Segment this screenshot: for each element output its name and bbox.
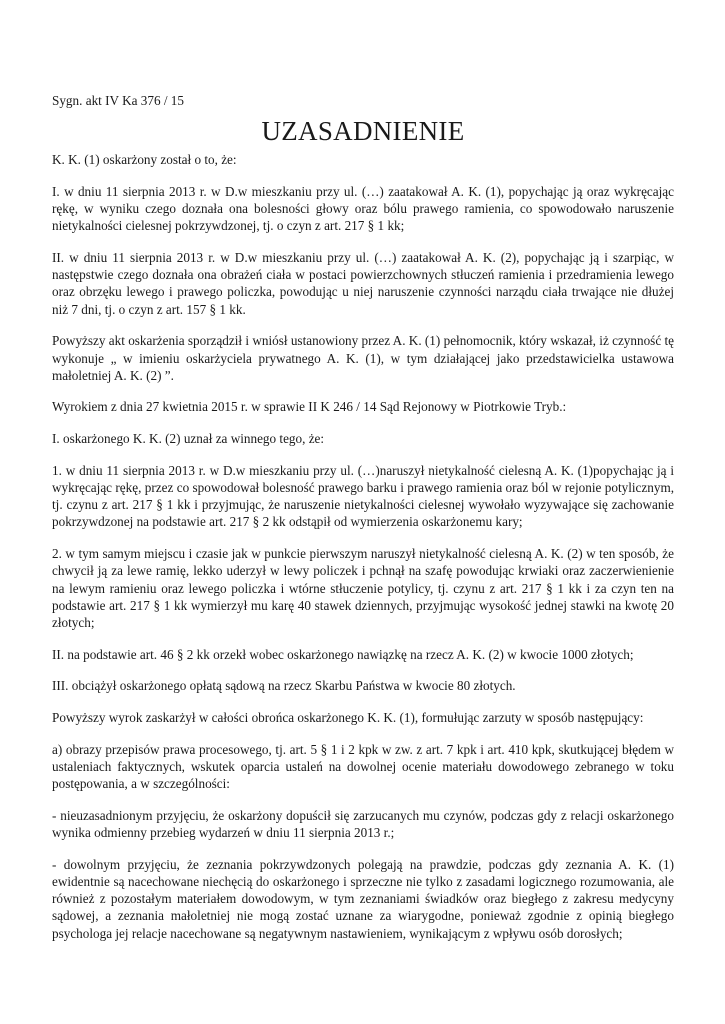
paragraph-charge-2: II. w dniu 11 sierpnia 2013 r. w D.w mieszkaniu przy ul. (…) zaatakował A. K. (2), popychając ją i szarpiąc, w następstwie czego doznała ona obrażeń ciała w postaci powierzchownych stłuczeń ramienia i przedramienia lewego oraz obrzęku lewego i prawego policzka, powodując u niej naruszenie czynności narządu ciała trwające nie dłużej niż 7 dni, tj. o czyn z art. 157 § 1 kk. bbox=[52, 250, 674, 317]
paragraph-charge-intro: K. K. (1) oskarżony został o to, że: bbox=[52, 152, 237, 168]
paragraph-verdict-1-point-2: 2. w tym samym miejscu i czasie jak w punkcie pierwszym naruszył nietykalność cielesną A. K. (2) w ten sposób, że chwycił ją za lewe ramię, lekko uderzył w lewy policzek i pchnął na szafę powodując krwiaki oraz zaczerwienienie na lewym ramieniu oraz lewego policzka i wtórne stłuczenie potylicy, tj. czynu z art. 217 § 1 kk i za czyn ten na podstawie art. 217 § 1 kk wymierzył mu karę 40 stawek dziennych, przyjmując wysokość jednej stawki na kwotę 20 złotych; bbox=[52, 546, 674, 630]
paragraph-charge-1: I. w dniu 11 sierpnia 2013 r. w D.w mieszkaniu przy ul. (…) zaatakował A. K. (1), popychając ją oraz wykręcając rękę, w wyniku czego doznała ona bolesności głowy oraz bólu prawego ramienia, co spowodowało naruszenie nietykalności cielesnej pokrzywdzonej, tj. o czyn z art. 217 § 1 kk; bbox=[52, 183, 674, 234]
document-body bbox=[52, 92, 674, 956]
paragraph-appeal-a: a) obrazy przepisów prawa procesowego, tj. art. 5 § 1 i 2 kpk w zw. z art. 7 kpk i art. 410 kpk, skutkującej błędem w ustaleniach faktycznych, wskutek oparcia ustaleń na dowolnej ocenie materiału dowodowego zebranego w toku postępowania, a w szczególności: bbox=[52, 741, 674, 792]
case-number: Sygn. akt IV Ka 376 / 15 bbox=[52, 93, 184, 108]
document-title: UZASADNIENIE bbox=[261, 116, 465, 147]
paragraph-verdict-3: III. obciążył oskarżonego opłatą sądową na rzecz Skarbu Państwa w kwocie 80 złotych. bbox=[52, 678, 516, 694]
paragraph-appeal-a-item-2: - dowolnym przyjęciu, że zeznania pokrzywdzonych polegają na prawdzie, podczas gdy zeznania A. K. (1) ewidentnie są nacechowane niechęcią do oskarżonego i sprzeczne nie tylko z zasadami logicznego rozumowania, ale również z pozostałym materiałem dowodowym, w tym zeznaniami świadków oraz biegłego z zakresu medycyny sądowej, a zeznania małoletniej nie mogą zostać uznane za wiarygodne, ponieważ zgodnie z opinią biegłego psychologa jej relacje nacechowane są negatywnym nastawieniem, wynikającym z wpływu osób dorosłych; bbox=[52, 856, 674, 941]
paragraph-verdict-2: II. na podstawie art. 46 § 2 kk orzekł wobec oskarżonego nawiązkę na rzecz A. K. (2) w kwocie 1000 złotych; bbox=[52, 646, 634, 662]
paragraph-indictment-note: Powyższy akt oskarżenia sporządził i wniósł ustanowiony przez A. K. (1) pełnomocnik, który wskazał, iż czynność tę wykonuje „ w imieniu oskarżyciela prywatnego A. K. (1), w tym działającej jako przedstawicielka ustawowa małoletniej A. K. (2) ”. bbox=[52, 333, 674, 383]
paragraph-appeal-intro: Powyższy wyrok zaskarżył w całości obrońca oskarżonego K. K. (1), formułując zarzuty w sposób następujący: bbox=[52, 710, 644, 726]
paragraph-judgment-intro: Wyrokiem z dnia 27 kwietnia 2015 r. w sprawie II K 246 / 14 Sąd Rejonowy w Piotrkowie Tryb.: bbox=[52, 399, 567, 415]
paragraph-verdict-1-point-1: 1. w dniu 11 sierpnia 2013 r. w D.w mieszkaniu przy ul. (…)naruszył nietykalność cielesną A. K. (1)popychając ją i wykręcając rękę, przez co spowodował bolesność prawego barku i prawego ramienia oraz ból w rejonie potylicznym, tj. czynu z art. 217 § 1 kk i przyjmując, że naruszenie nietykalności cielesnej wywołało wyzywające się zachowanie pokrzywdzonej na podstawie art. 217 § 2 kk odstąpił od wymierzenia oskarżonemu kary; bbox=[52, 462, 674, 530]
paragraph-verdict-1: I. oskarżonego K. K. (2) uznał za winnego tego, że: bbox=[52, 431, 325, 447]
paragraph-appeal-a-item-1: - nieuzasadnionym przyjęciu, że oskarżony dopuścił się zarzucanych mu czynów, podczas gdy z relacji oskarżonego wynika odmienny przebieg wydarzeń w dniu 11 sierpnia 2013 r.; bbox=[52, 807, 674, 841]
